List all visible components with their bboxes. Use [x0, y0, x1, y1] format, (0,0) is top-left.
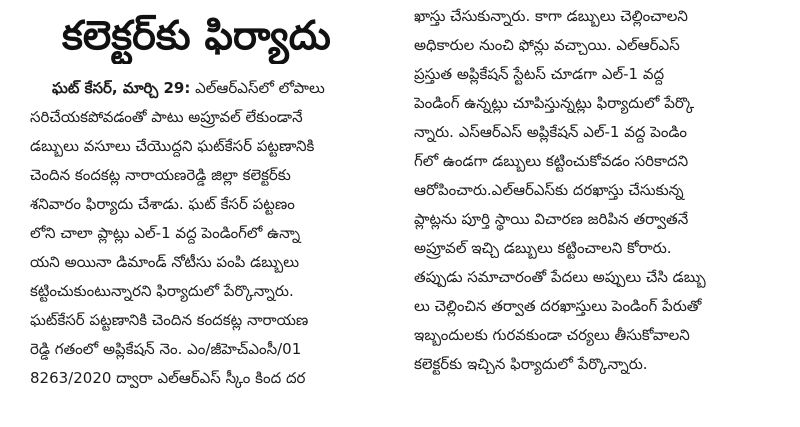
article-line: ప్రస్తుత అప్లికేషన్ స్టేటస్ చూడగా ఎల్‌-1 వద్ద	[414, 65, 665, 83]
article-line: యని అయినా డిమాండ్ నోటీసు పంపి డబ్బులు	[30, 253, 300, 271]
article-line: ఇబ్బందులకు గురవకుండా చర్యలు తీసుకోవాలని	[414, 326, 690, 344]
article-line: లు చెల్లించిన తర్వాత దరఖాస్తులు పెండింగ్ పేరుతో	[414, 297, 702, 315]
article-line: గ్‌లో ఉండగా డబ్బులు కట్టించుకోవడం సరికాదని	[414, 152, 689, 170]
article-line: రెడ్డి గతంలో అప్లికేషన్ నెం. ఎం/జీహెచ్ఎంసీ/01	[30, 340, 302, 358]
article-line: న్నారు. ఎస్ఆర్ఎస్ అప్లికేషన్ ఎల్‌-1 వద్ద పెండిం	[414, 123, 688, 141]
dateline: ఘట్ కేసర్, మార్చి 29:	[52, 79, 191, 97]
article-line: అధికారుల నుంచి ఫోన్లు వచ్చాయి. ఎల్ఆర్ఎస్	[414, 36, 680, 54]
article-line-first	[30, 74, 386, 103]
article-line: చెందిన కందకట్ల నారాయణరెడ్డి జిల్లా కలెక్టర్‌కు	[30, 166, 291, 184]
article-column-right	[414, 2, 770, 379]
article-line: కట్టించుకుంటున్నారని ఫిర్యాదులో పేర్కొన్నారు.	[30, 282, 294, 300]
article-line-text: ఎల్ఆర్ఎస్‌లో లోపాలు	[195, 79, 325, 97]
article-column-left	[30, 74, 386, 393]
article-line: డబ్బులు వసూలు చేయొద్దని ఘట్‌కేసర్ పట్టణానికి	[30, 137, 315, 155]
article-line: ఆరోపించారు.ఎల్ఆర్ఎస్‌కు దరఖాస్తు చేసుకున్న	[414, 181, 684, 199]
article-line: ఖాస్తు చేసుకున్నారు. కాగా డబ్బులు చెల్లించాలని	[414, 7, 688, 25]
headline: కలెక్టర్‌కు ఫిర్యాదు	[62, 13, 331, 59]
article-line: కలెక్టర్‌కు ఇచ్చిన ఫిర్యాదులో పేర్కొన్నారు.	[414, 355, 648, 373]
article-line: అప్రూవల్ ఇచ్చి డబ్బులు కట్టించాలని కోరారు.	[414, 239, 672, 257]
article-line: తప్పుడు సమాచారంతో పేదలు అప్పులు చేసి డబ్బు	[414, 268, 706, 286]
article-line: సరిచేయకపోవడంతో పాటు అప్రూవల్ లేకుండానే	[30, 108, 303, 126]
article-line: ఘట్‌కేసర్ పట్టణానికి చెందిన కందకట్ల నారాయణ	[30, 311, 309, 329]
article-line: పెండింగ్ ఉన్నట్లు చూపిస్తున్నట్లు ఫిర్యాదులో పేర్కొ	[414, 94, 695, 112]
article-line: ప్లాట్లను పూర్తి స్థాయి విచారణ జరిపిన తర్వాతనే	[414, 210, 689, 228]
article-line: లోని చాలా ప్లాట్లు ఎల్‌-1 వద్ద పెండింగ్‌లో ఉన్నా	[30, 224, 301, 242]
article-line: శనివారం ఫిర్యాదు చేశాడు. ఘట్ కేసర్ పట్టణం	[30, 195, 295, 213]
article-line: 8263/2020 ద్వారా ఎల్ఆర్ఎస్ స్కీం కింద దర	[30, 369, 306, 387]
